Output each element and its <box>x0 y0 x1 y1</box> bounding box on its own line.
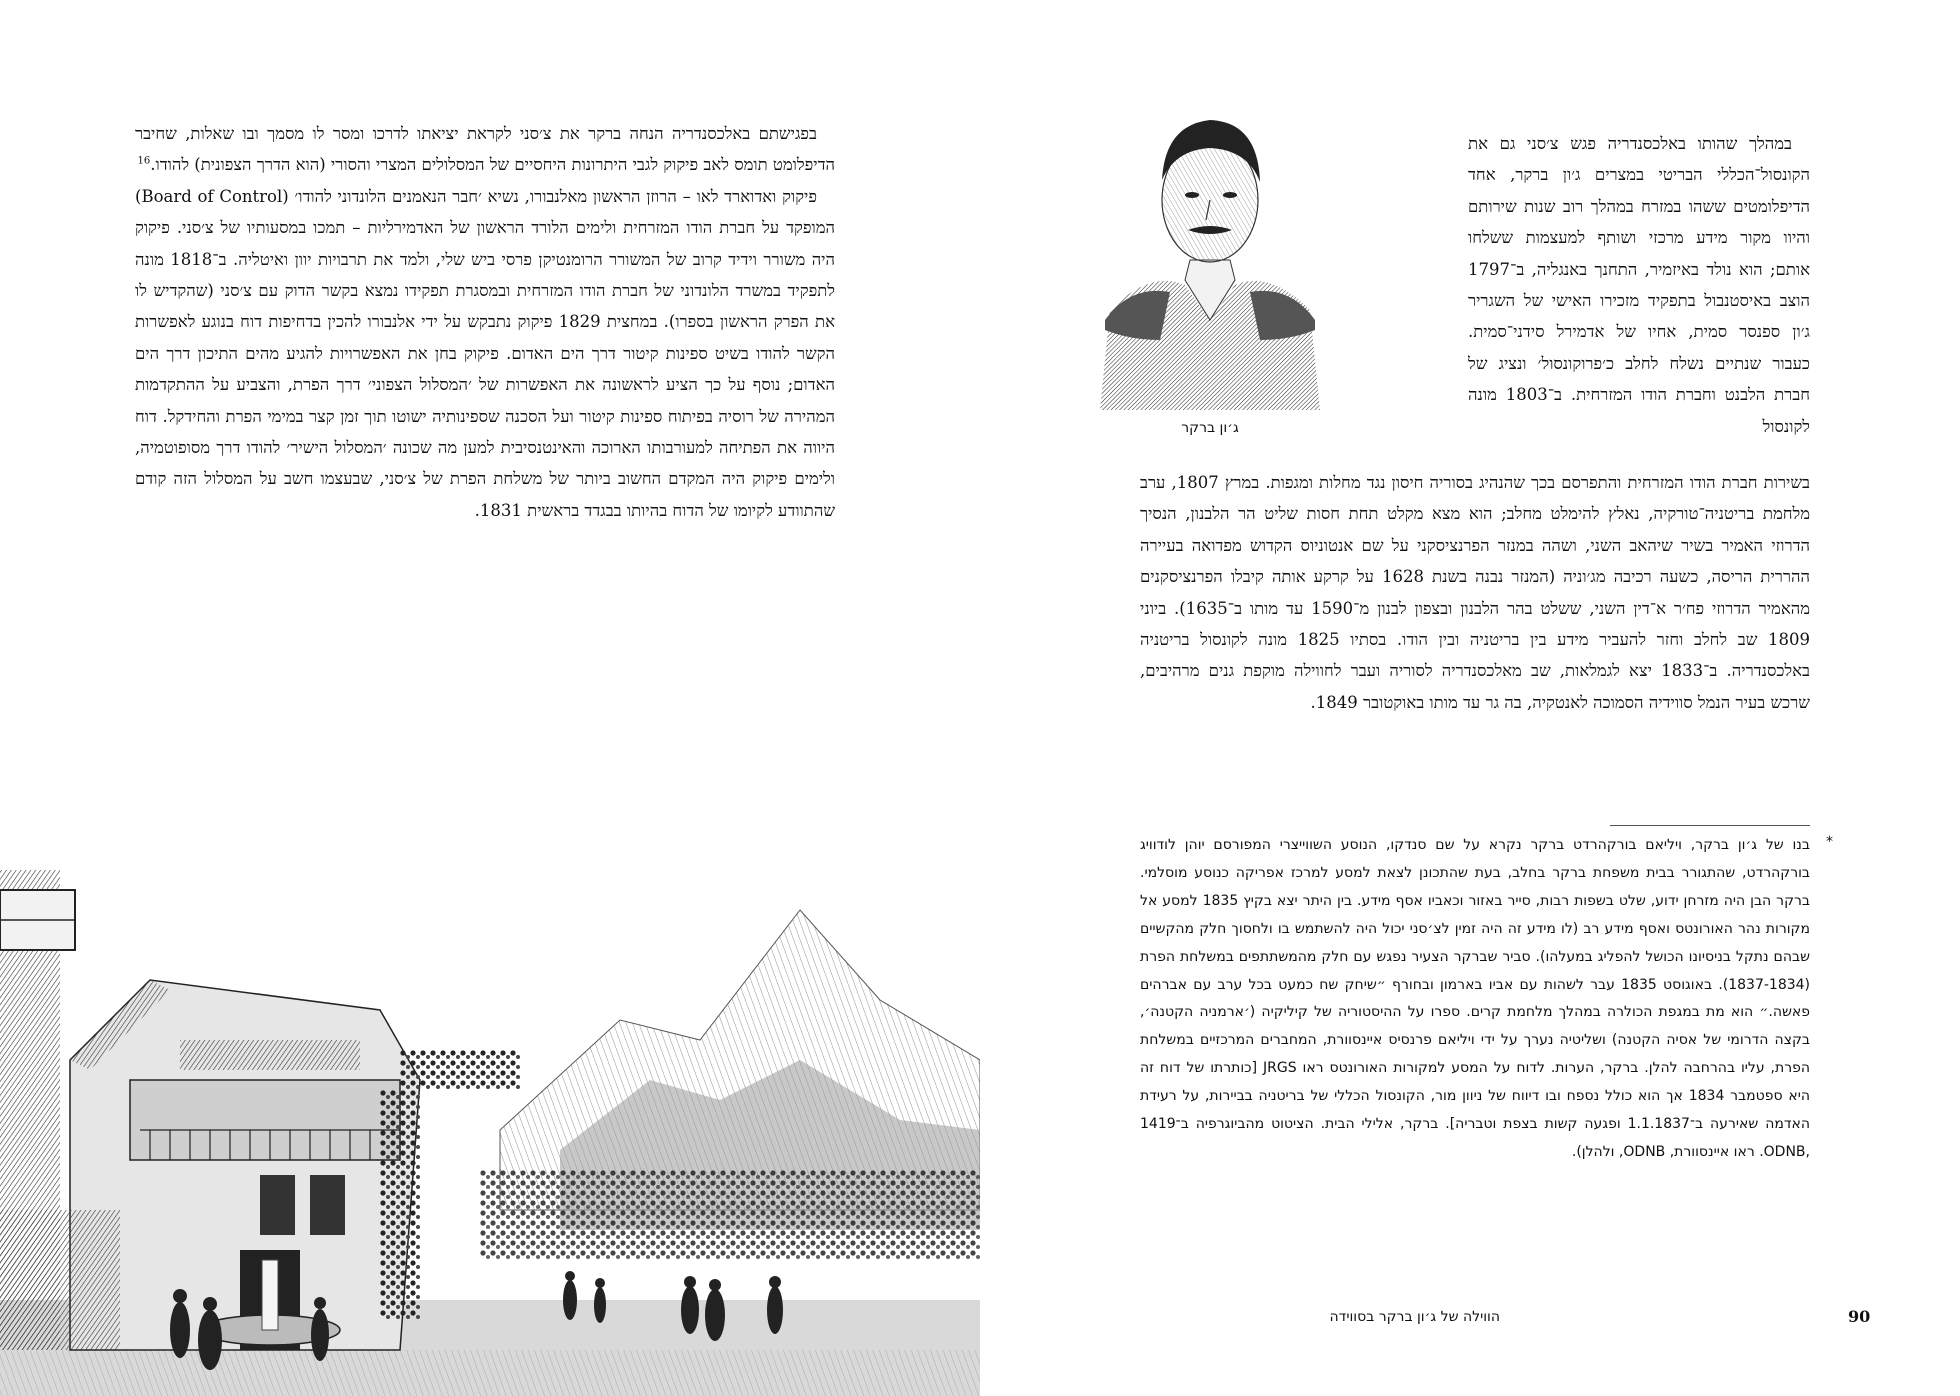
right-full-paragraph: בשירות חברת הודו המזרחית והתפרסם בכך שהנהיג בסוריה חיסון נגד מחלות ומגפות. במרץ 1807, ערב מלחמת בריטניה־טורקיה, נאלץ להימלט מחלב; הוא מצא מקלט תחת חסות שליט הר הלבנון, הנסיך הדרוזי האמיר בשיר שיהאב השני, ושהה במנזר הפרנציסקני על שם אנטוניוס הקדוש מפדואה בעיירה ההררית הריסה, כשעה רכיבה מג׳וניה (המנזר נבנה בשנת 1628 על קרקע אותה קיבלו הפרנציסקנים מהאמיר הדרוזי פח׳ר א־דין השני, ששלט בהר הלבנון ובצפון לבנון מ־1590 עד מותו ב־1635). ביוני 1809 שב לחלב וחזר להעביר מידע בין בריטניה ובין הודו. בסתיו 1825 מונה לקונסול בריטניה באלכסנדריה. ב־1833 יצא לגמלאות, שב מאלכסנדריה לסוריה ועבר לחווילה מוקפת גנים מרהיבים, שרכש בעיר הנמל סווידיה הסמוכה לאנטקיה, בה גר עד מותו באוקטובר 1849. <box>1140 473 1810 712</box>
john-barker-portrait <box>1090 70 1330 410</box>
left-text-block <box>135 118 835 526</box>
right-page <box>980 0 1960 1396</box>
footnote-text: בנו של ג׳ון ברקר, ויליאם בורקהרדט ברקר נקרא על שם סנדקו, הנוסע השווייצרי המפורסם יוהן לודוויג בורקהרדט, שהתגורר בבית משפחת ברקר בחלב, בעת שהתכונן לצאת למסע למרכז אפריקה כנוסע מוסלמי. ברקר הבן היה מזרחן ידוע, שלט בשפות רבות, סייר באזור וכאביו אסף מידע. בין היתר יצא בקיץ 1835 למסע אל מקורות נהר האורונטס ואסף מידע רב (לו מידע זה היה זמין לצ׳סני יכול היה להשתמש בו ולחסוך חלק מהקשיים שבהם נתקל בניסיונו הכושל להפליג במעלהו). סביר שברקר הצעיר נפגש עם חלק מהמשתתפים במשלחת הפרת (1837-1834). באוגוסט 1835 עבר לשהות עם אביו בארמון ובחורף ״שיחק שח כמעט בכל ערב עם אברהים פאשה.״ הוא מת במגפת הכולרה במהלך מלחמת קרים. ספרו על ההיסטוריה של קיליקיה (׳ארמניה הקטנה׳, בקצה הדרומי של אסיה הקטנה) ושליטיה נערך על ידי ויליאם פרנסיס איינסוורת, המחברים המרכזיים במשלחת הפרת, עליו בהרחבה להלן. ברקר, הערות. לדוח על המסע למקורות האורונטס ראו JRGS [כותרתו של דוח זה היא ספטמבר 1834 אך הוא כולל נספח ובו דיווח של ניוון מור, הקונסול הכללי של בריטניה בביירות, על רעידת האדמה שאירעה ב־1.1.1837 ופגעה קשות בצפת וטבריה]. ברקר, אלילי הבית. הציטוט מהביוגרפיה ב־1419 ,ODNB. ראו איינסוורת, ODNB, ולהלן). <box>1140 837 1811 1160</box>
running-head: הווילה של ג׳ון ברקר בסווידה <box>1329 1309 1500 1325</box>
footnote-marker: * <box>1826 834 1833 850</box>
footnote-divider <box>1610 825 1810 826</box>
left-paragraph-1: בפגישתם באלכסנדריה הנחה ברקר את צ׳סני לקראת יציאתו לדרכו ומסר לו מסמך ובו שאלות, שחיבר הדיפלומט תומס לאב פיקוק לגבי היתרונות היחסיים של המסלולים המצרי והסורי (הוא הדרך הצפונית) להודו.$^{16}$ <box>135 124 835 175</box>
right-column-paragraph: במהלך שהותו באלכסנדריה פגש צ׳סני גם את הקונסול־הכללי הבריטי במצרים ג׳ון ברקר, אחד הדיפלומטים ששהו במזרח במהלך רוב שנות שירותם והיוו מקור מידע מרכזי ושותף למעצמות ששלחו אותם; הוא נולד באיזמיר, התחנך באנגליה, ב־1797 הוצב באיסטנבול בתפקיד מזכירו האישי של השגריר ג׳ון ספנסר סמית, אחיו של אדמירל סידני־סמית. כעבור שנתיים נשלח לחלב כ׳פרוקונסול׳ ונציג של חברת הלבנט וחברת הודו המזרחית. ב־1803 מונה לקונסול <box>1468 134 1810 436</box>
villa-landscape-engraving <box>0 830 980 1396</box>
left-paragraph-2: פיקוק ואדוארד לאו – הרוזן הראשון מאלנבורו, נשיא ׳חבר הנאמנים הלונדוני להודו׳ (Board of Control) המופקד על חברת הודו המזרחית ולימים הלורד הראשון של האדמירליות – תמכו במסעותיו של צ׳סני. פיקוק היה משורר וידיד קרוב של המשורר הרומנטיקן פרסי ביש שלי, ולמד את תרבויות יוון ואיטליה. ב־1818 מונה לתפקיד במשרד הלונדוני של חברת הודו המזרחית ובמסגרת תפקידו נמצא בקשר הדוק עם צ׳סני (שהקדיש לו את הפרק הראשון בספרו). במחצית 1829 פיקוק נתבקש על ידי אלנבורו להכין בדחיפות דוח בנוגע לאפשרות הקשר להודו בשיט ספינות קיטור דרך הים האדום. פיקוק בחן את האפשרויות להגיע מהים התיכון דרך הים האדום; נוסף על כך הציע לראשונה את האפשרות של ׳המסלול הצפוני׳ דרך הפרת, והצביע על ההתקדמות המהירה של רוסיה בפיתוח ספינות קיטור ועל הסכנה שספינותיה ישוטו תוך זמן קצר במימי הפרת והחידקל. דוח היווה את הפתיחה למעורבותו הארוכה והאינטנסיבית למען מה שכונה ׳המסלול הישיר׳ להודו דרך מסופוטמיה, ולימים פיקוק היה המקדם החשוב ביותר של משלחת הפרת של צ׳סני, שבעצמו חשב על המסלול הזה קודם שהתוודע לקיומו של הדוח בהיותו בבגדד בראשית 1831. <box>135 186 836 520</box>
right-column-text <box>1468 128 1810 442</box>
footnote-ref-16[interactable]: 16 <box>137 155 151 167</box>
right-full-width-text <box>1140 467 1810 718</box>
portrait-caption: ג׳ון ברקר <box>1181 420 1239 436</box>
page-number: 90 <box>1848 1307 1871 1326</box>
